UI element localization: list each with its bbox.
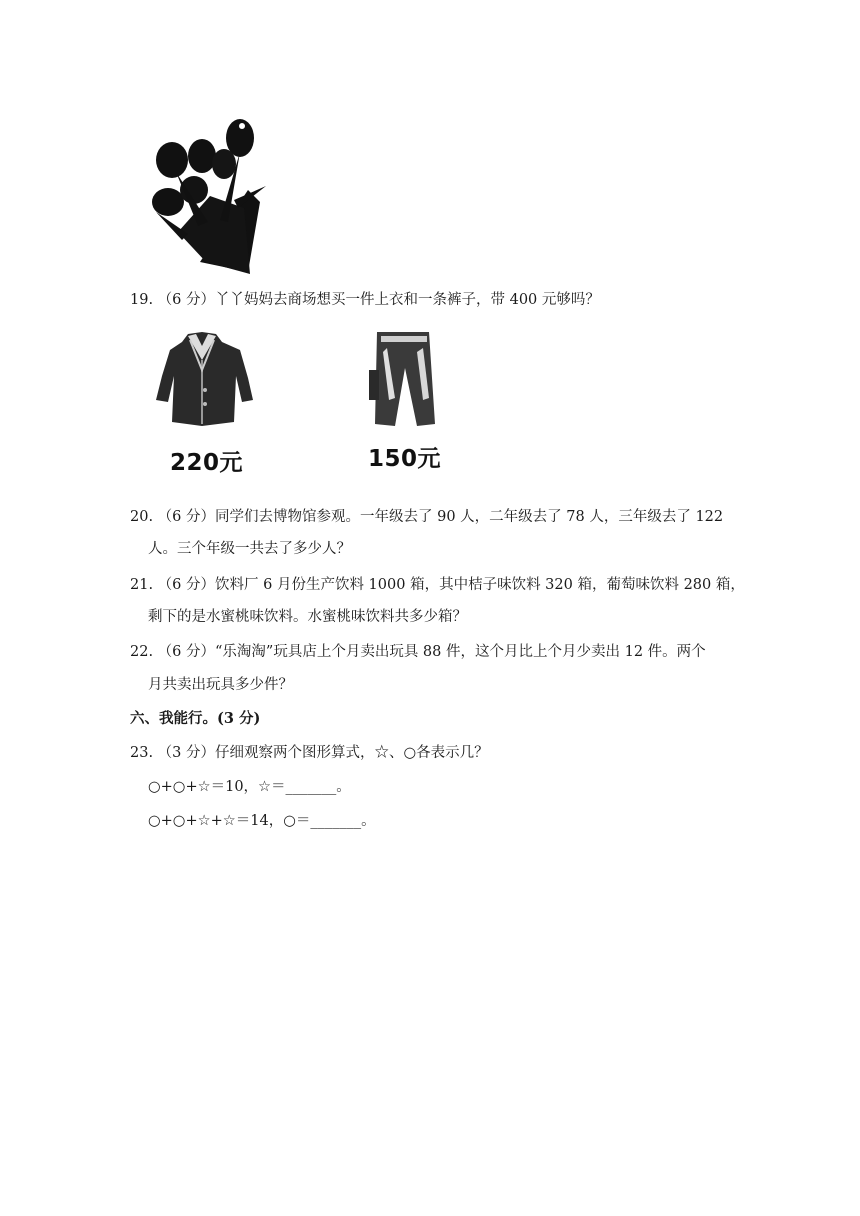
flower-bouquet-image [148, 112, 272, 274]
question-21-line1: 21. （6 分）饮料厂 6 月份生产饮料 1000 箱，其中桔子味饮料 320 箱，葡萄味饮料 280 箱， [130, 577, 745, 593]
pants-image [365, 328, 445, 428]
pants-price-label: 150元 [368, 446, 442, 472]
question-21-line2: 剩下的是水蜜桃味饮料。水蜜桃味饮料共多少箱？ [148, 609, 467, 625]
jacket-price-label: 220元 [170, 450, 244, 476]
question-23: 23. （3 分）仔细观察两个图形算式，☆、○各表示几？ [130, 745, 489, 761]
question-20-line1: 20. （6 分）同学们去博物馆参观。一年级去了 90 人，二年级去了 78 人，三年级去了 122 [130, 509, 724, 525]
question-23-equation-2: ○+○+☆+☆＝14，○＝_______。 [148, 813, 376, 829]
section-6-title: 六、我能行。(3 分) [130, 710, 261, 727]
question-23-equation-1: ○+○+☆＝10，☆＝_______。 [148, 779, 351, 795]
jacket-image [150, 330, 255, 430]
question-19: 19. （6 分）丫丫妈妈去商场想买一件上衣和一条裤子，带 400 元够吗？ [130, 292, 600, 308]
question-20-line2: 人。三个年级一共去了多少人？ [148, 541, 351, 557]
question-22-line2: 月共卖出玩具多少件？ [148, 677, 293, 693]
question-22-line1: 22. （6 分）“乐淘淘”玩具店上个月卖出玩具 88 件，这个月比上个月少卖出 12 件。两个 [130, 644, 706, 660]
